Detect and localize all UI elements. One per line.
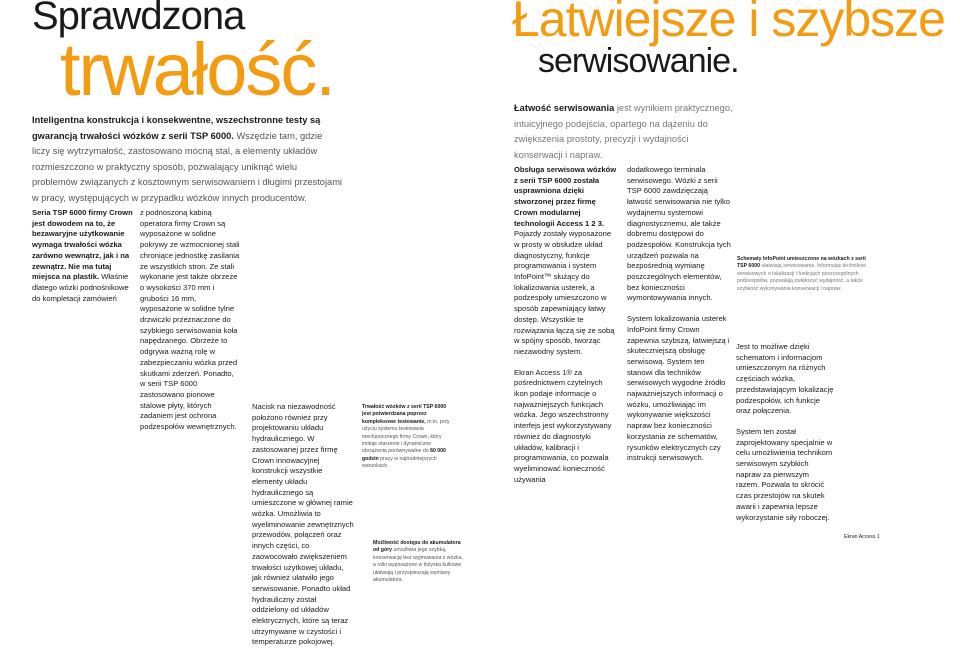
right-col1-bold: Obsługa serwisowa wózków z serii TSP 6000 została usprawniona dzięki stworzonej przez firmę Crown modularnej technologii Access 1 2 3. xyxy=(514,165,617,228)
right-title-line2: serwisowanie. xyxy=(538,42,739,80)
caption-durability-hours: 60 000 godzin xyxy=(362,448,446,462)
right-column-2 xyxy=(627,165,732,464)
left-title-line1: Sprawdzona xyxy=(32,0,245,38)
right-col1-p2: Ekran Access 1® za pośrednictwem czytelnych ikon podaje informacje o najważniejszych funkcjach wózka. Jego wszechstronny interfejs jest wykorzystywany również do diagnostyki układów, kalibracji i programowania, co pozwala wyeliminować konieczność używania xyxy=(514,367,612,484)
left-title-line2: trwałość. xyxy=(60,28,334,111)
right-col3-p2: System ten został zaprojektowany specjalnie w celu umożliwienia technikom serwisowym szybkich napraw za pierwszym razem. Pozwala to skrócić czas przestojów na skutek awarii i zapewnia lepsze wykorzystanie siły roboczej. xyxy=(736,426,833,522)
caption-battery-bold: Możliwość dostępu do akumulatora od góry xyxy=(373,540,461,554)
left-col1-bold: Seria TSP 6000 firmy Crown jest dowodem na to, że bezawaryjne użytkowanie wymaga trwałości wózka zarówno wewnątrz, jak i na zewnątrz. Nie ma tutaj miejsca na plastik. xyxy=(32,208,133,282)
caption-durability-bold: Trwałość wózków z serii TSP 6000 jest potwierdzana poprzez kompleksowe testowanie, xyxy=(362,404,447,425)
caption-battery xyxy=(373,540,463,584)
caption-durability-end: pracy w najtrudniejszych warunkach. xyxy=(362,455,437,470)
right-column-1 xyxy=(514,165,618,485)
right-column-3 xyxy=(736,342,834,523)
caption-durability-rest: m.in. przy użyciu systemu testowania mechanicznego firmy Crown, który imituje starzenie i dynamiczne obciążenia porównywalne do xyxy=(362,418,450,455)
left-col1-rest: Właśnie dlatego wózki podnośnikowe do kompletacji zamówień xyxy=(32,272,129,303)
right-title-line1: Łatwiejsze i szybsze xyxy=(512,0,945,47)
left-column-2: z podnoszoną kabiną operatora firmy Crown są wyposażone w solidne pokrywy ze wzmocnionej stali chroniące jednostkę zasilania ze wszystkich stron. Ze stali wykonane jest także obrzeże o wysokości 370 mm i grubości 16 mm, wyposażone w solidne tylne drzwiczki przeznaczone do szybkiego serwisowania koła napędzanego. Obrzeże to odgrywa ważną rolę w zabezpieczaniu wózka przed skutkami zderzeń. Ponadto, w serii TSP 6000 zastosowano pionowe stalowe płyty, których zadaniem jest ochrona podzespołów wewnętrznych. xyxy=(140,208,240,432)
left-column-3: Nacisk na niezawodność położono również przy projektowaniu układu hydraulicznego. W zastosowanej przez firmę Crown innowacyjnej konstrukcji wszystkie elementy układu hydraulicznego są umieszczone w głównej ramie wózka. Umożliwia to wyeliminowanie zewnętrznych przewodów, połączeń oraz innych części, co zaowocowało zwiększeniem trwałości użytkowej układu, jak również ułatwiło jego serwisowanie. Ponadto układ hydrauliczny został oddzielony od układów elektrycznych, które są teraz utrzymywane w czystości i temperaturze pokojowej. xyxy=(252,402,354,647)
caption-durability xyxy=(362,404,454,471)
left-intro-rest: Wszędzie tam, gdzie liczy się wytrzymałość, zastosowano mocną stal, a elementy układów rozmieszczono w praktyczny sposób, pozwalający uniknąć wielu problemów związanych z kosztownym serwisowaniem i długimi przestojami w pracy, występujących w przypadku wózków innych producentów. xyxy=(32,130,343,203)
left-column-1 xyxy=(32,208,136,304)
left-intro-bold: Inteligentna konstrukcja i konsekwentne, wszechstronne testy są gwarancją trwałości wózków z serii TSP 6000. xyxy=(32,115,321,141)
caption-battery-rest: umożliwia jego szybką, konserwację bez wyjmowania z wózka, a rolki wyposażone w łożyska kulkowe ułatwiają i przyspieszają wymiany akumulatora. xyxy=(373,547,463,584)
caption-infopoint-bold: Schematy InfoPoint umieszczone na wózkach z serii TSP 6000 xyxy=(737,256,866,270)
right-col2-p1: dodatkowego terminala serwisowego. Wózki z serii TSP 6000 zawdzięczają łatwość serwisowania nie tylko wydajnemu systemowi diagnostycznemu, ale także dobremu dostępowi do podzespołów. Konstrukcja tych urządzeń pozwala na bezpośrednią wymianę poszczególnych elementów, bez konieczności wymontowywania innych. xyxy=(627,165,731,303)
right-col1-p1: Pojazdy zostały wyposażone w prosty w obsłudze układ diagnostyczny, funkcje programowania i system InfoPoint™ służący do lokalizowania usterek, a podzespoły umieszczono w sposób zapewniający łatwy dostęp. Wszystkie te rozwiązania łączą się ze sobą w spójny sposób, tworząc niezawodny system. xyxy=(514,229,615,356)
right-intro xyxy=(514,101,734,163)
right-intro-bold: Łatwość serwisowania xyxy=(514,103,615,113)
right-col2-p2: System lokalizowania usterek InfoPoint firmy Crown zapewnia szybszą, łatwiejszą i skuteczniejszą obsługę serwisową. System ten stanowi dla techników serwisowych wygodne źródło najważniejszych informacji o wózku, umożliwiając im wykonywanie większości napraw bez konieczności korzystania ze schematów, rysunków elektrycznych czy instrukcji serwisowych. xyxy=(627,314,730,463)
right-intro-rest: jest wynikiem praktycznego, intuicyjnego podejścia, opartego na dążeniu do zwiększenia prostoty, precyzji i wydajności konserwacji i napraw. xyxy=(514,103,733,160)
left-intro xyxy=(32,113,342,207)
caption-access1: Ekran Access 1 xyxy=(844,534,880,540)
right-col3-p1: Jest to możliwe dzięki schematom i informacjom umieszczonym na różnych częściach wózka, przedstawiającym lokalizację podzespołów, ich funkcje oraz połączenia. xyxy=(736,342,834,416)
caption-infopoint-rest: ułatwiają serwisowanie. Informując techników serwisowych o lokalizacji i funkcjach poszczególnych podzespołów, pozwalają zwiększyć wydajność, a także szybkość wykonywania konserwacji i napraw. xyxy=(737,263,866,292)
caption-infopoint xyxy=(737,256,869,293)
